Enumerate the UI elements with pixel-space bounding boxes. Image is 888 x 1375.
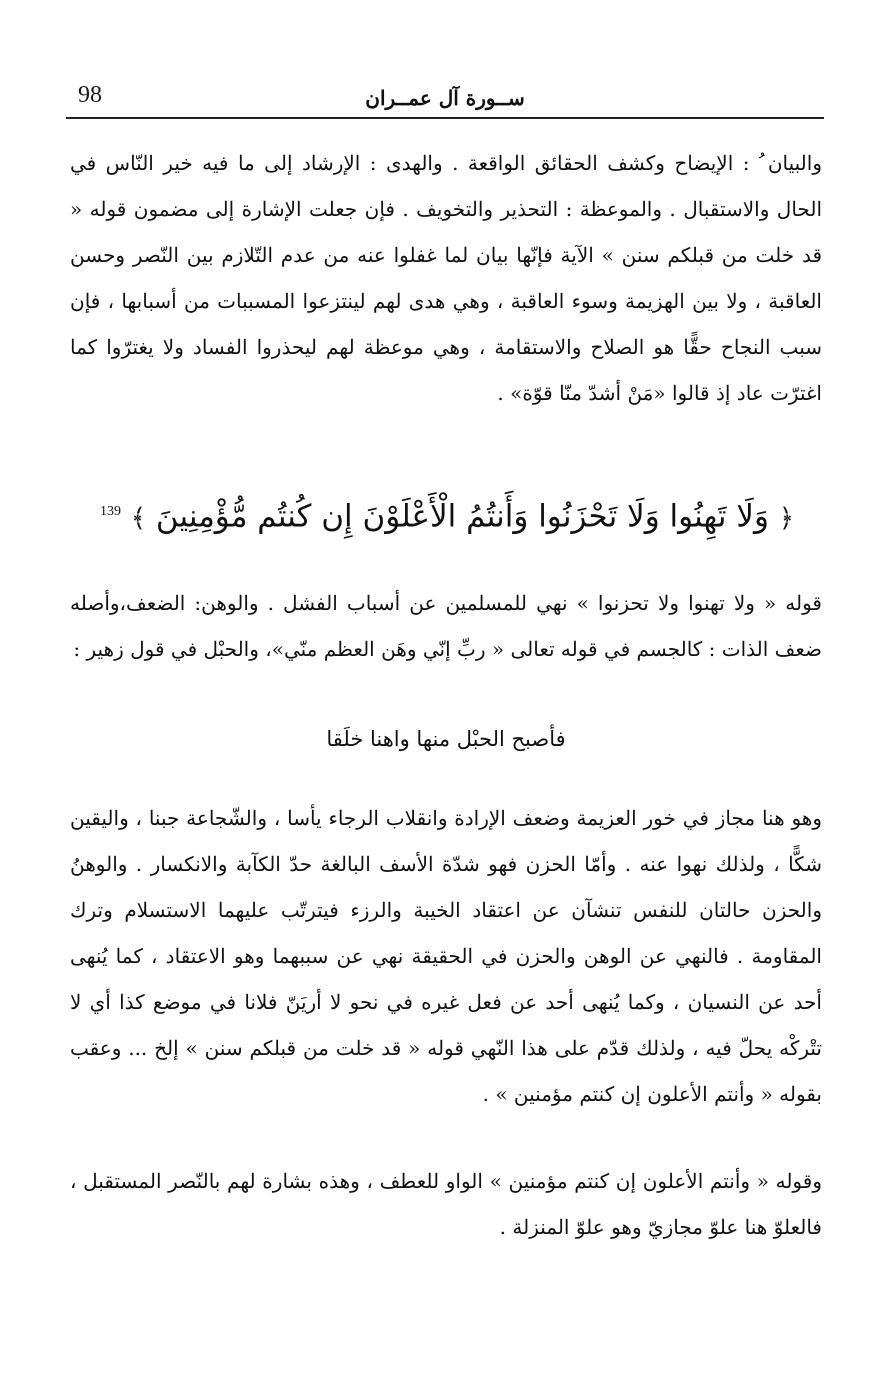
verse-close-bracket: ﴾ — [130, 503, 147, 534]
quran-verse — [68, 482, 820, 542]
paragraph-2 — [70, 580, 822, 672]
header-rule — [66, 117, 824, 119]
page-number: 98 — [78, 82, 102, 108]
paragraph-4-text: وقوله « وأنتم الأعلون إن كنتم مؤمنين » الواو للعطف ، وهذه بشارة لهم بالنّصر المستقبل ، فالعلوّ هنا علوّ مجازيّ وهو علوّ المنزلة . — [70, 1169, 822, 1239]
verse-open-bracket: ﴿ — [778, 503, 795, 534]
paragraph-4 — [70, 1158, 822, 1250]
paragraph-1-text: والبيان ُ : الإيضاح وكشف الحقائق الواقعة . والهدى : الإرشاد إلى ما فيه خير النّاس في الحال والاستقبال . والموعظة : التحذير والتخويف . فإن جعلت الإشارة إلى مضمون قوله « قد خلت من قبلكم سنن » الآية فإنّها بيان لما غفلوا عنه من عدم التّلازم بين النّصر وحسن العاقبة ، ولا بين الهزيمة وسوء العاقبة ، وهي هدى لهم لينتزعوا المسببات من أسبابها ، فإن سبب النجاح حقًّا هو الصلاح والاستقامة ، وهي موعظة لهم ليحذروا الفساد ولا يغترّوا كما اغترّت عاد إذ قالوا «مَنْ أشدّ منّا قوّة» . — [70, 151, 822, 405]
verse-text: وَلَا تَهِنُوا وَلَا تَحْزَنُوا وَأَنتُمُ الْأَعْلَوْنَ إِن كُنتُم مُّؤْمِنِينَ — [155, 498, 769, 535]
paragraph-3 — [70, 795, 822, 1117]
poem-line: فأصبح الحبْل منها واهنا خلَقا — [326, 727, 566, 751]
paragraph-3-text: وهو هنا مجاز في خور العزيمة وضعف الإرادة وانقلاب الرجاء يأسا ، والشّجاعة جبنا ، واليقين شكًّا ، ولذلك نهوا عنه . وأمّا الحزن فهو شدّة الأسف البالغة حدّ الكآبة والانكسار . والوهنُ والحزن حالتان للنفس تنشآن عن اعتقاد الخيبة والرزء فيترتّب عليهما الاستسلام وترك المقاومة . فالنهي عن الوهن والحزن في الحقيقة نهي عن سببهما وهو الاعتقاد ، كما يُنهى أحد عن النسيان ، وكما يُنهى أحد عن فعل غيره في نحو لا أريَنّ فلانا في موضع كذا أي لا تتْركْه يحلّ فيه ، ولذلك قدّم على هذا النّهي قوله « قد خلت من قبلكم سنن » إلخ ... وعقب بقوله « وأنتم الأعلون إن كنتم مؤمنين » . — [70, 806, 822, 1106]
running-head — [66, 80, 824, 116]
paragraph-2-text: قوله « ولا تهنوا ولا تحزنوا » نهي للمسلمين عن أسباب الفشل . والوهن: الضعف،وأصله ضعف الذات : كالجسم في قوله تعالى « ربِّ إنّي وهَن العظم منّي»، والحبْل في قول زهير : — [70, 591, 822, 661]
verse-number: 139 — [99, 504, 121, 519]
paragraph-1 — [70, 140, 822, 416]
surah-title: ســورة آل عمــران — [365, 86, 525, 110]
